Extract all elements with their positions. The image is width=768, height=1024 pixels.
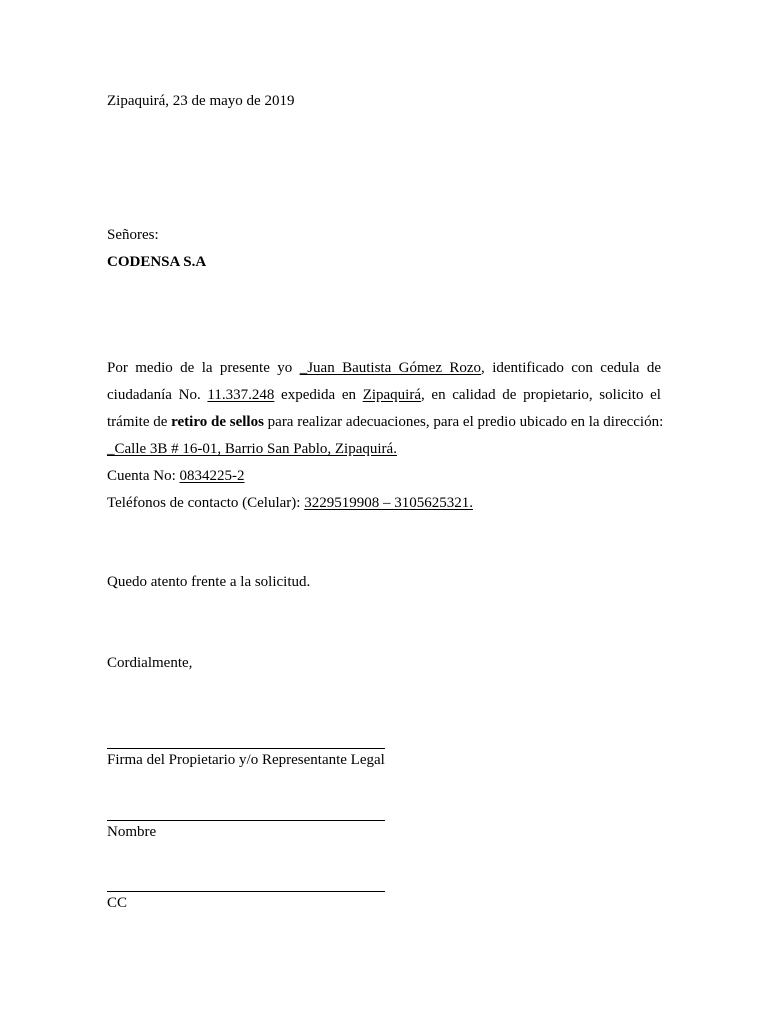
body-text: expedida en (274, 387, 363, 403)
name-label: Nombre (107, 824, 157, 840)
account-label: Cuenta No: (107, 468, 180, 484)
body-text: para realizar adecuaciones, para el predio ubicado en la dirección: (263, 414, 664, 430)
closing: Cordialmente, (107, 655, 193, 671)
id-number: 11.337.248 (207, 387, 275, 403)
signature-line (107, 748, 385, 749)
issue-city: Zipaquirá (362, 387, 421, 403)
recipient: CODENSA S.A (107, 254, 207, 270)
closing-note: Quedo atento frente a la solicitud. (107, 574, 311, 590)
phones-label: Teléfonos de contacto (Celular): (107, 495, 305, 511)
property-address: _Calle 3B # 16-01, Barrio San Pablo, Zipaquirá. (107, 441, 397, 457)
account-number: 0834225-2 (179, 468, 245, 484)
applicant-name: _Juan Bautista Gómez Rozo (299, 360, 482, 376)
place-date: Zipaquirá, 23 de mayo de 2019 (107, 93, 295, 109)
body-line-4 (107, 440, 397, 458)
name-line (107, 820, 385, 821)
cc-label: CC (107, 895, 128, 911)
phones-line (107, 494, 473, 512)
signature-label: Firma del Propietario y/o Representante Legal (107, 752, 385, 768)
body-line-1 (107, 359, 661, 377)
body-text: , en calidad de propietario, solicito el (421, 387, 661, 403)
salutation: Señores: (107, 227, 159, 243)
body-text: trámite de (107, 414, 172, 430)
cc-line (107, 891, 385, 892)
request-type: retiro de sellos (171, 414, 264, 430)
phone-numbers: 3229519908 – 3105625321. (304, 495, 473, 511)
body-line-2 (107, 386, 661, 404)
body-text: ciudadanía No. (107, 387, 208, 403)
body-text: , identificado con cedula de (481, 360, 661, 376)
body-line-3 (107, 413, 664, 431)
account-line (107, 467, 245, 485)
body-text: Por medio de la presente yo (107, 360, 300, 376)
